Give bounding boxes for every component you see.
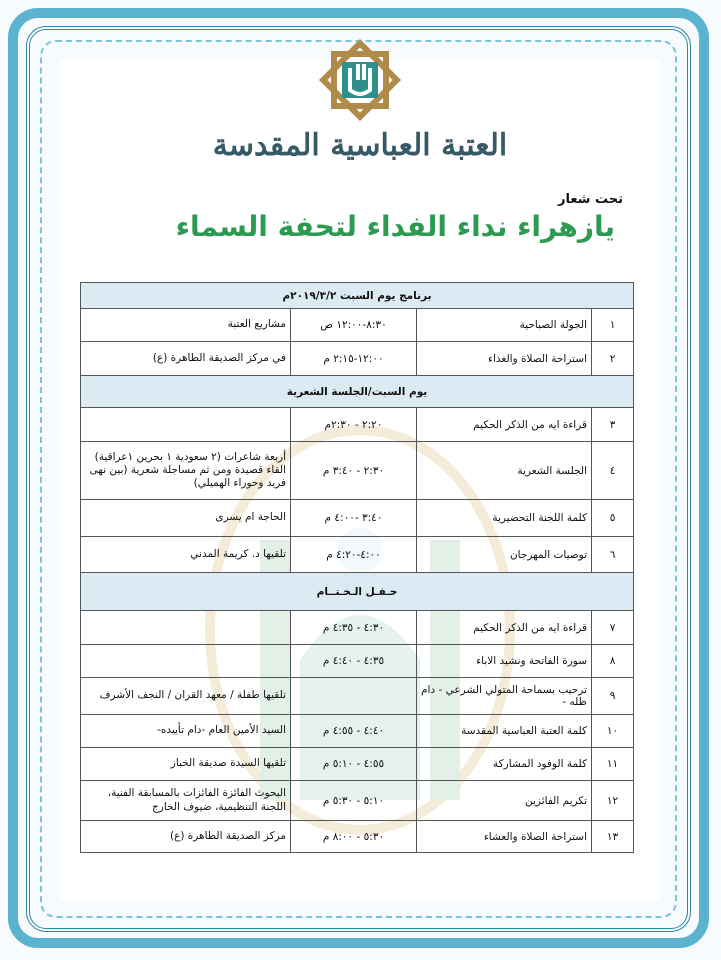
row-item: استراحة الصلاة والعشاء bbox=[417, 821, 592, 853]
row-note: أربعة شاعرات (٢ سعودية ١ بحرين ١عراقية) القاء قصيدة ومن ثم مساجلة شعرية (بين نهى فريد وحوراء الهميلي) bbox=[81, 442, 291, 500]
program-table bbox=[80, 282, 634, 853]
row-time: ١٢:٠٠-٢:١٥ م bbox=[291, 342, 417, 376]
table-row bbox=[81, 537, 634, 573]
shrine-logo-icon bbox=[318, 38, 402, 122]
shrine-name-calligraphy: العتبة العباسية المقدسة bbox=[212, 128, 508, 163]
row-time: ٤:٠٠-٤:٢٠ م bbox=[291, 537, 417, 573]
row-item: سورة الفاتحة ونشيد الاباء bbox=[417, 645, 592, 678]
under-slogan-label: تحت شعار bbox=[557, 192, 623, 207]
row-note bbox=[81, 408, 291, 442]
table-row bbox=[81, 678, 634, 715]
row-time bbox=[291, 678, 417, 715]
row-note: تلقيها د. كريمة المدني bbox=[81, 537, 291, 573]
row-note: تلقيها طفلة / معهد القران / النجف الأشرف bbox=[81, 678, 291, 715]
table-row bbox=[81, 748, 634, 781]
row-note: السيد الأمين العام -دام تأييده- bbox=[81, 715, 291, 748]
row-number: ١١ bbox=[592, 748, 634, 781]
row-number: ١٣ bbox=[592, 821, 634, 853]
row-item: ترحيب بسماحة المتولي الشرعي - دام ظله - bbox=[417, 678, 592, 715]
poetry-section-row bbox=[81, 376, 634, 408]
row-time: ٨:٣٠-١٢:٠٠ ص bbox=[291, 309, 417, 342]
row-time: ٥:١٠ - ٥:٣٠ م bbox=[291, 781, 417, 821]
row-number: ٢ bbox=[592, 342, 634, 376]
row-item: قراءة ايه من الذكر الحكيم bbox=[417, 611, 592, 645]
closing-section-row bbox=[81, 573, 634, 611]
row-number: ١٠ bbox=[592, 715, 634, 748]
row-time: ٢:٣٠ - ٣:٤٠ م bbox=[291, 442, 417, 500]
table-row bbox=[81, 442, 634, 500]
program-title-row bbox=[81, 283, 634, 309]
row-item: الجلسة الشعرية bbox=[417, 442, 592, 500]
table-row bbox=[81, 408, 634, 442]
closing-section-title: حـفـل الـخـتــام bbox=[81, 573, 634, 611]
row-number: ٦ bbox=[592, 537, 634, 573]
table-row bbox=[81, 342, 634, 376]
row-item: كلمة الوفود المشاركة bbox=[417, 748, 592, 781]
table-row bbox=[81, 500, 634, 537]
row-time: ٥:٣٠ - ٨:٠٠ م bbox=[291, 821, 417, 853]
table-row bbox=[81, 645, 634, 678]
program-title: برنامج يوم السبت ٢٠١٩/٣/٢م bbox=[81, 283, 634, 309]
row-note bbox=[81, 611, 291, 645]
table-row bbox=[81, 715, 634, 748]
row-item: كلمة العتبة العباسية المقدسة bbox=[417, 715, 592, 748]
row-number: ٨ bbox=[592, 645, 634, 678]
row-note: الحاجة ام يسرى bbox=[81, 500, 291, 537]
poetry-section-title: يوم السبت/الجلسة الشعرية bbox=[81, 376, 634, 408]
row-note: البحوث الفائزة الفائزات بالمسابقة الفنية، اللجنة التنظيمية، ضيوف الخارج bbox=[81, 781, 291, 821]
row-number: ٩ bbox=[592, 678, 634, 715]
row-time: ٢:٢٠ - ٢:٣٠م bbox=[291, 408, 417, 442]
row-time: ٣:٤٠ -٤:٠٠ م bbox=[291, 500, 417, 537]
row-time: ٤:٣٥ - ٤:٤٠ م bbox=[291, 645, 417, 678]
row-number: ٤ bbox=[592, 442, 634, 500]
row-item: تكريم الفائزين bbox=[417, 781, 592, 821]
row-note bbox=[81, 645, 291, 678]
table-row bbox=[81, 611, 634, 645]
table-row bbox=[81, 821, 634, 853]
table-row bbox=[81, 309, 634, 342]
row-number: ٧ bbox=[592, 611, 634, 645]
row-note: تلقيها السيدة صديقة الخباز bbox=[81, 748, 291, 781]
event-slogan: يازهراء نداء الفداء لتحفة السماء bbox=[175, 210, 615, 243]
row-item: قراءة ايه من الذكر الحكيم bbox=[417, 408, 592, 442]
row-number: ١ bbox=[592, 309, 634, 342]
row-item: استراحة الصلاة والغذاء bbox=[417, 342, 592, 376]
row-note: في مركز الصديقة الطاهرة (ع) bbox=[81, 342, 291, 376]
row-item: توصيات المهرجان bbox=[417, 537, 592, 573]
row-item: كلمة اللجنة التحضيرية bbox=[417, 500, 592, 537]
row-time: ٤:٣٠ - ٤:٣٥ م bbox=[291, 611, 417, 645]
row-note: مشاريع العتبة bbox=[81, 309, 291, 342]
table-row bbox=[81, 781, 634, 821]
row-number: ١٢ bbox=[592, 781, 634, 821]
row-number: ٣ bbox=[592, 408, 634, 442]
row-item: الجولة الصباحية bbox=[417, 309, 592, 342]
row-time: ٤:٥٥ - ٥:١٠ م bbox=[291, 748, 417, 781]
row-number: ٥ bbox=[592, 500, 634, 537]
row-time: ٤:٤٠ - ٤:٥٥ م bbox=[291, 715, 417, 748]
row-note: مركز الصديقة الطاهرة (ع) bbox=[81, 821, 291, 853]
